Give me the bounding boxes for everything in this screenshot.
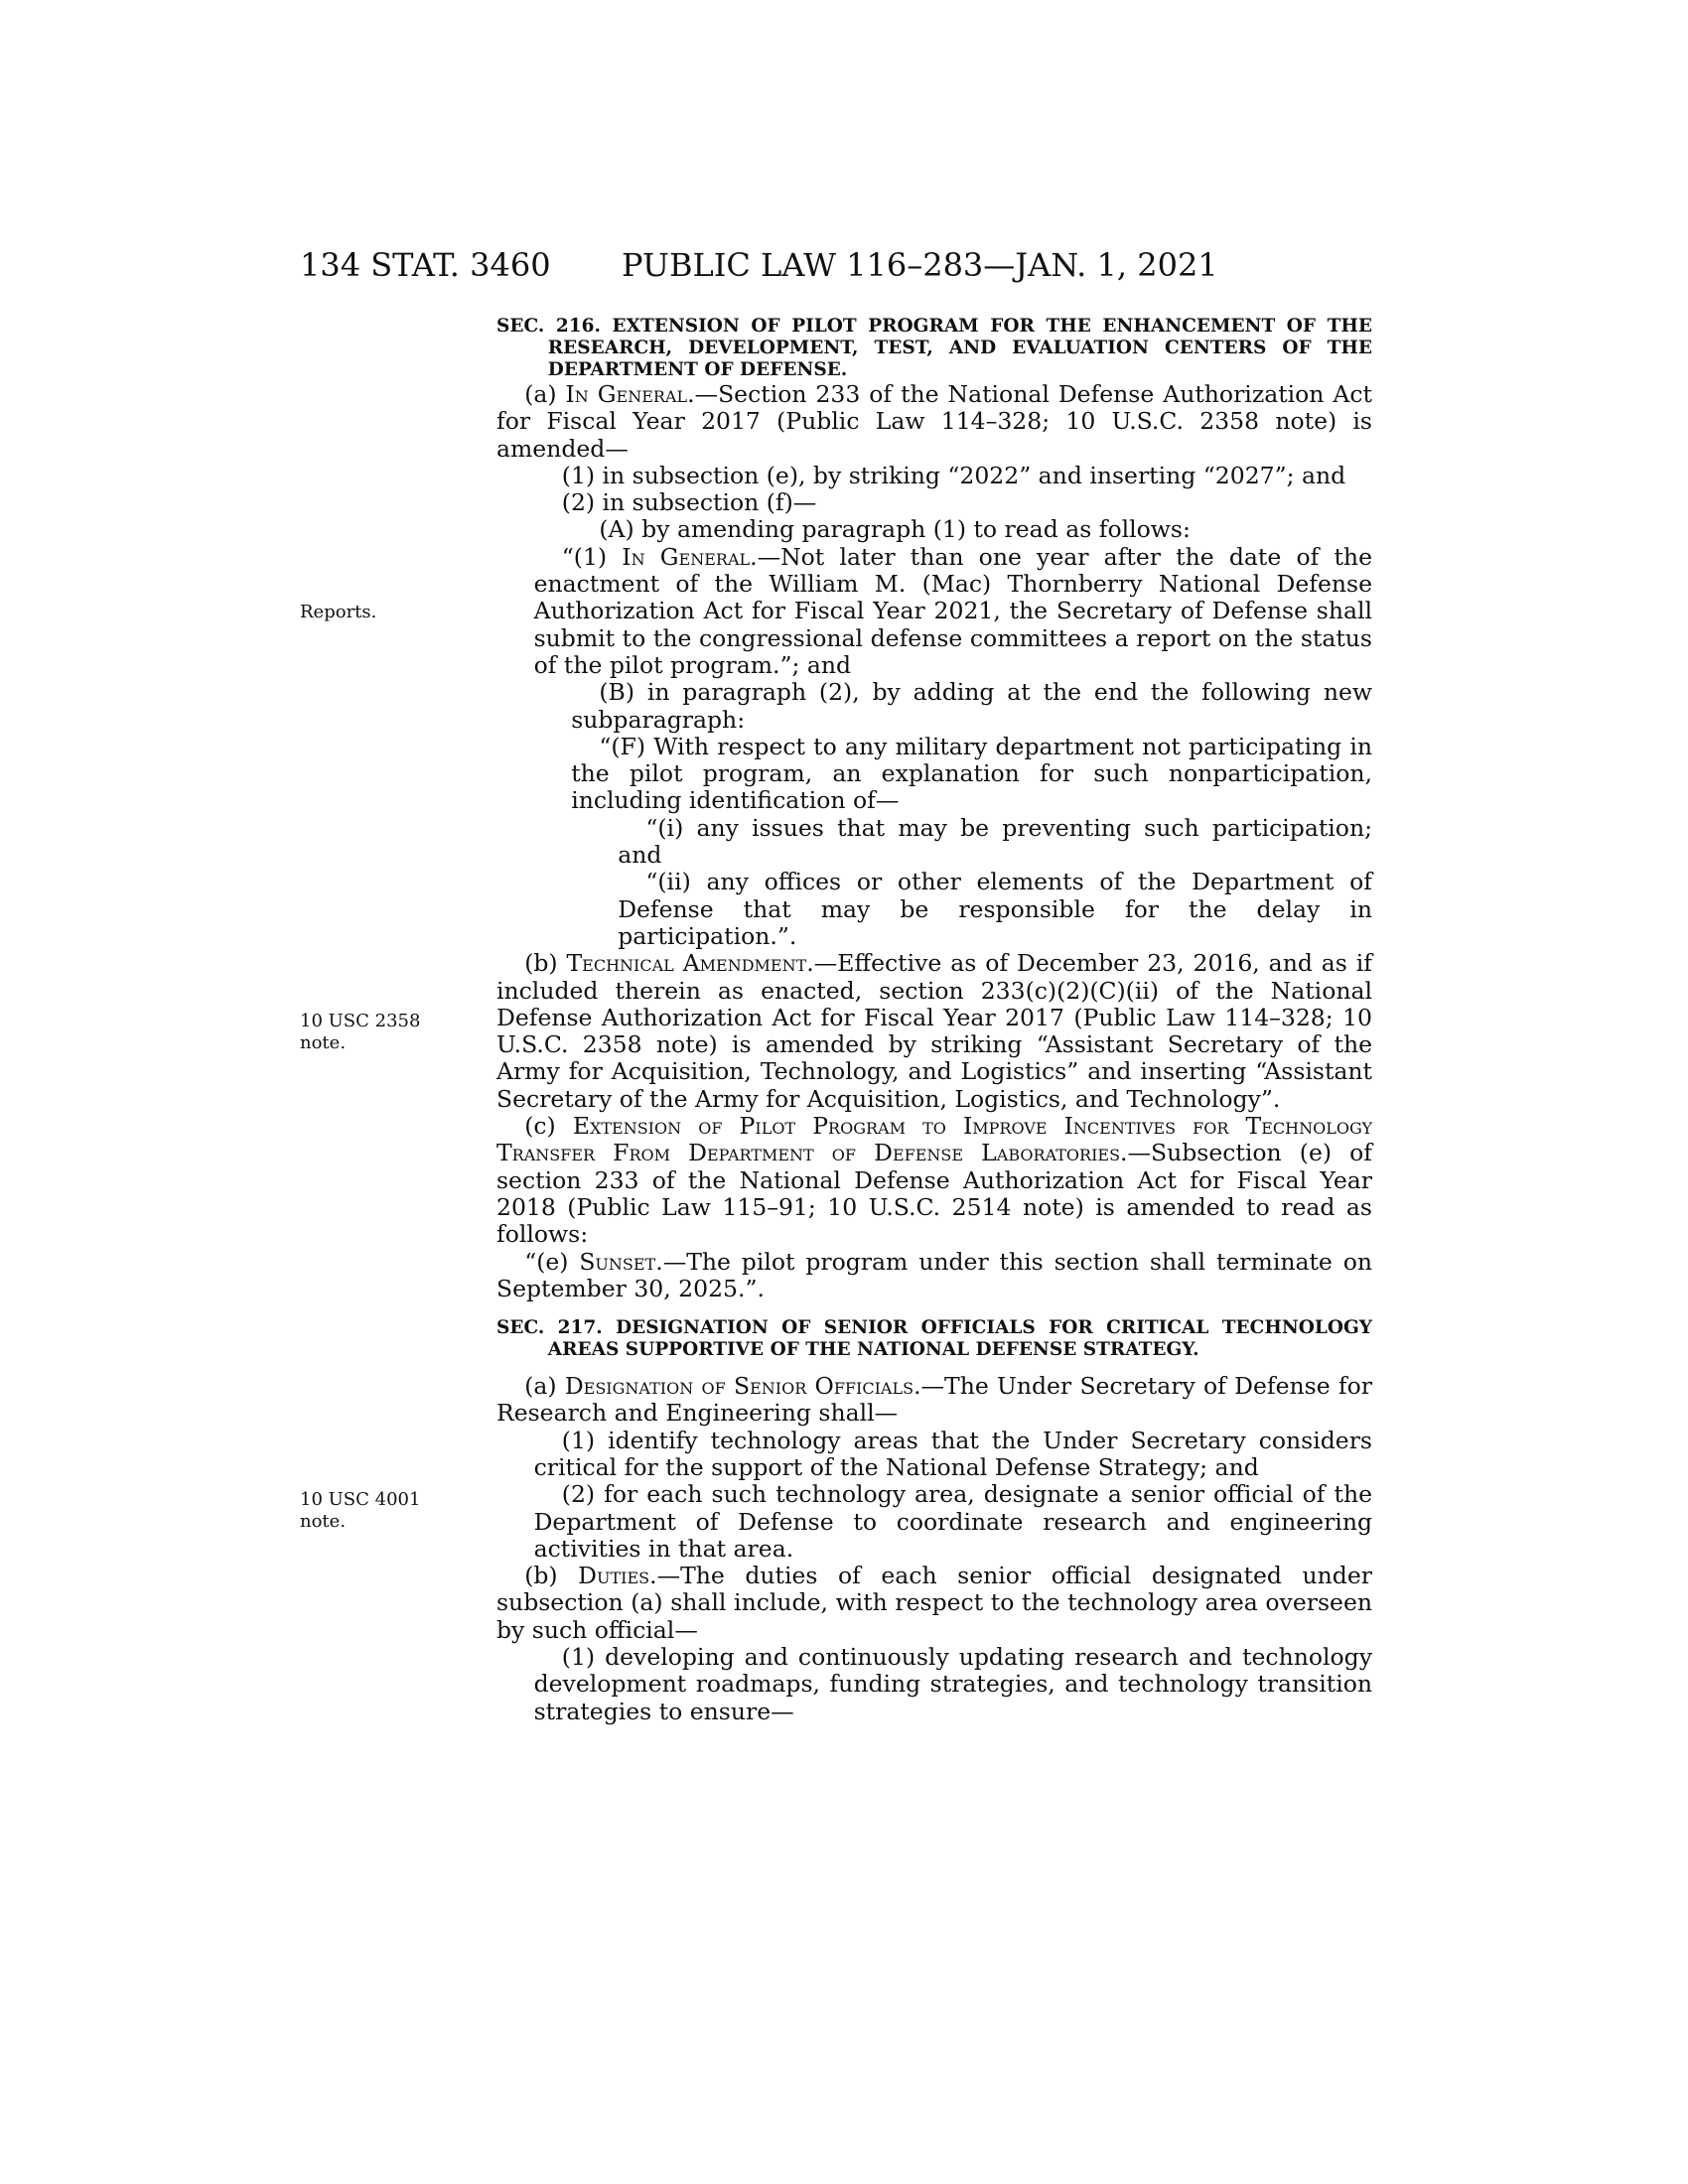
margin-note-usc-2358 — [300, 1011, 449, 1054]
sec216-quoted-subsection-e: “(e) Sunset.—The pilot program under this section shall terminate on September 30, 2025.”. — [496, 1247, 1372, 1302]
sec217-paragraph-a1: (1) identify technology areas that the Under Secretary considers critical for the support of the National Defense Strategy; and — [533, 1426, 1372, 1481]
subsection-title: In General — [622, 542, 751, 571]
document-body — [496, 316, 1372, 1725]
sec216-quoted-paragraph-1: “(1) In General.—Not later than one year after the date of the enactment of the William M. (Mac) Thornberry National Defense Authorization Act for Fiscal Year 2021, the Secretary of Defense shall submit to the congressional defense committees a report on the status of the pilot program.”; and — [533, 542, 1372, 679]
sec216-subsection-c: (c) Extension of Pilot Program to Improve Incentives for Technology Transfer From Department of Defense Laboratories.—Subsection (e) of section 233 of the National Defense Authorization Act for Fiscal Year 2018 (Public Law 115–91; 10 U.S.C. 2514 note) is amended to read as follows: — [496, 1112, 1373, 1249]
section-216-heading: SEC. 216. EXTENSION OF PILOT PROGRAM FOR THE ENHANCEMENT OF THE RESEARCH, DEVELOPMENT, TEST, AND EVALUATION CENTERS OF THE DEPARTMENT OF DEFENSE. — [496, 316, 1372, 380]
margin-note-line: note. — [300, 1511, 347, 1532]
subsection-title: Technical Amendment — [566, 949, 807, 978]
section-217-heading: SEC. 217. DESIGNATION OF SENIOR OFFICIALS FOR CRITICAL TECHNOLOGY AREAS SUPPORTIVE OF THE NATIONAL DEFENSE STRATEGY. — [496, 1317, 1372, 1361]
sec216-subparagraph-a2B: (B) in paragraph (2), by adding at the end the following new subparagraph: — [571, 678, 1372, 734]
margin-note-line: note. — [300, 1032, 347, 1053]
sec217-paragraph-b1: (1) developing and continuously updating research and technology development roadmaps, funding strategies, and technology transition strategies to ensure— — [533, 1643, 1372, 1725]
margin-note-line: 10 USC 2358 — [300, 1011, 421, 1031]
subsection-title: In General — [565, 380, 688, 408]
sec217-subsection-a: (a) Designation of Senior Officials.—The Under Secretary of Defense for Research and Engineering shall— — [496, 1372, 1372, 1428]
sec217-subsection-b: (b) Duties.—The duties of each senior official designated under subsection (a) shall include, with respect to the technology area overseen by such official— — [496, 1562, 1372, 1644]
subsection-title: Sunset — [579, 1247, 656, 1276]
sec216-paragraph-a2: (2) in subsection (f)— — [561, 488, 817, 517]
subsection-title: Extension of Pilot Program to Improve Incentives for Technology Transfer From Department of Defense Laboratories — [496, 1112, 1373, 1167]
sec216-quoted-clause-ii: “(ii) any offices or other elements of the Department of Defense that may be responsible for the delay in participation.”. — [618, 868, 1372, 950]
subsection-title: Duties — [578, 1562, 650, 1590]
margin-note-line: 10 USC 4001 — [300, 1489, 421, 1510]
page-header — [300, 246, 1372, 290]
public-law-title: PUBLIC LAW 116–283—JAN. 1, 2021 — [622, 246, 1218, 284]
margin-note-usc-4001 — [300, 1489, 449, 1533]
sec216-subsection-a: (a) In General.—Section 233 of the National Defense Authorization Act for Fiscal Year 2017 (Public Law 114–328; 10 U.S.C. 2358 note) is amended— — [496, 380, 1372, 463]
statute-page-number: 134 STAT. 3460 — [300, 246, 551, 284]
sec216-subsection-b: (b) Technical Amendment.—Effective as of December 23, 2016, and as if included therein as enacted, section 233(c)(2)(C)(ii) of the National Defense Authorization Act for Fiscal Year 2017 (Public Law 114–328; 10 U.S.C. 2358 note) is amended by striking “Assistant Secretary of the Army for Acquisition, Technology, and Logistics” and inserting “Assistant Secretary of the Army for Acquisition, Logistics, and Technology”. — [496, 949, 1372, 1113]
margin-note-reports: Reports. — [300, 602, 377, 622]
sec216-subparagraph-a2A: (A) by amending paragraph (1) to read as follows: — [599, 515, 1191, 544]
sec216-quoted-clause-i: “(i) any issues that may be preventing such participation; and — [618, 813, 1372, 870]
subsection-title: Designation of Senior Officials — [564, 1372, 914, 1401]
sec217-paragraph-a2: (2) for each such technology area, designate a senior official of the Department of Defense to coordinate research and engineering activities in that area. — [533, 1480, 1372, 1563]
sec216-paragraph-a1: (1) in subsection (e), by striking “2022” and inserting “2027”; and — [561, 461, 1346, 489]
sec216-quoted-subparagraph-F: “(F) With respect to any military department not participating in the pilot program, an explanation for such nonparticipation, including identification of— — [571, 732, 1372, 815]
